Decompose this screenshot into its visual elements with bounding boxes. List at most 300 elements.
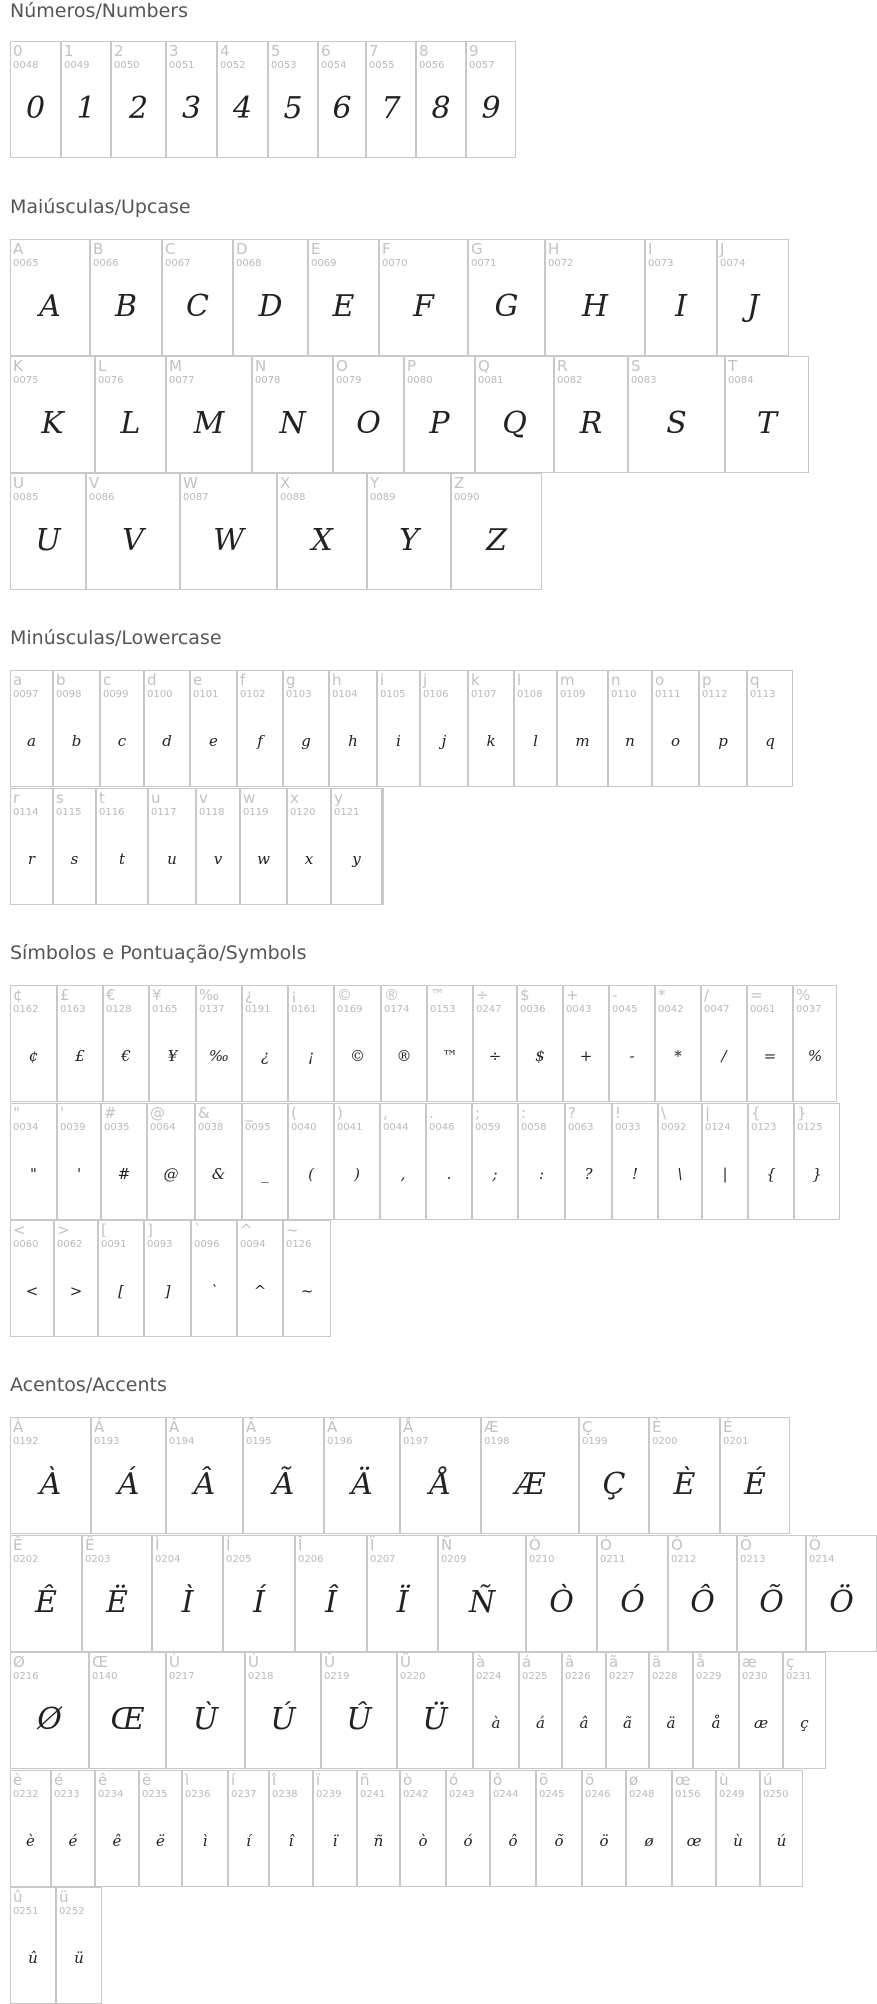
char-cell-upper-o (333, 356, 404, 473)
section-title: Números/Numbers (10, 0, 188, 22)
char-label: q (750, 671, 760, 689)
char-code: 0059 (475, 1122, 501, 1133)
char-code: 0206 (298, 1554, 324, 1565)
char-label: T (728, 357, 738, 375)
char-label: y (334, 789, 343, 807)
char-label: * (658, 986, 666, 1004)
char-cell-0063 (565, 1103, 612, 1220)
glyph-sample: k (486, 732, 496, 750)
glyph-sample: ¥ (167, 1047, 178, 1065)
char-cell-0225 (519, 1652, 562, 1769)
glyph-sample: X (311, 523, 333, 558)
char-cell-0211 (597, 1535, 668, 1652)
glyph-sample: + (579, 1047, 593, 1065)
glyph-sample: 5 (283, 91, 303, 126)
char-code: 0062 (57, 1239, 83, 1250)
glyph-sample: y (352, 850, 361, 868)
char-code: 0197 (403, 1436, 429, 1447)
glyph-sample: è (26, 1832, 35, 1850)
char-code: 0044 (383, 1122, 409, 1133)
char-cell-m (557, 670, 608, 787)
char-label: 2 (114, 42, 124, 60)
glyph-sample: I (675, 289, 687, 324)
char-cell-upper-y (367, 473, 451, 590)
char-label: ] (147, 1221, 153, 1239)
char-cell-i (377, 670, 420, 787)
char-cell-upper-b (90, 239, 162, 356)
char-cell-upper-p (404, 356, 475, 473)
char-cell-0232 (10, 1770, 51, 1887)
char-label: O (336, 357, 348, 375)
char-cell-0194 (166, 1417, 243, 1534)
char-code: 0099 (103, 689, 129, 700)
char-code: 0065 (13, 258, 39, 269)
char-cell-0203 (82, 1535, 152, 1652)
char-label: ä (652, 1653, 662, 1671)
char-label: ¡ (291, 986, 298, 1004)
char-label: Q (478, 357, 490, 375)
char-code: 0225 (522, 1671, 548, 1682)
char-cell-0234 (95, 1770, 139, 1887)
glyph-sample: * (674, 1047, 682, 1065)
glyph-sample: Å (429, 1467, 452, 1502)
char-cell-upper-u (10, 473, 86, 590)
char-cell-0204 (152, 1535, 223, 1652)
char-code: 0202 (13, 1554, 39, 1565)
char-cell-0140 (89, 1652, 166, 1769)
glyph-sample: Æ (514, 1467, 546, 1502)
char-label: ï (316, 1771, 321, 1789)
char-cell-upper-x (277, 473, 367, 590)
char-cell-0037 (793, 985, 837, 1102)
char-cell-0195 (243, 1417, 324, 1534)
glyph-sample: É (744, 1467, 766, 1502)
char-code: 0241 (360, 1789, 386, 1800)
char-label: ® (384, 986, 399, 1004)
char-label: Í (226, 1536, 231, 1554)
char-label: w (243, 789, 256, 807)
glyph-sample: ÷ (488, 1047, 502, 1065)
char-label: È (652, 1418, 662, 1436)
char-label: h (332, 671, 342, 689)
char-code: 0089 (370, 492, 396, 503)
char-code: 0234 (98, 1789, 124, 1800)
char-label: à (476, 1653, 486, 1671)
glyph-sample: > (69, 1282, 83, 1300)
glyph-sample: ñ (373, 1832, 384, 1850)
char-label: B (93, 240, 104, 258)
glyph-sample: % (807, 1047, 823, 1065)
char-cell-upper-k (10, 356, 95, 473)
char-cell-0061 (747, 985, 793, 1102)
glyph-sample: r (27, 850, 36, 868)
char-code: 0087 (183, 492, 209, 503)
char-code: 0237 (231, 1789, 257, 1800)
char-label: Â (169, 1418, 180, 1436)
char-code: 0086 (89, 492, 115, 503)
char-label: è (13, 1771, 23, 1789)
glyph-sample: Ç (602, 1467, 626, 1502)
char-code: 0124 (705, 1122, 731, 1133)
glyph-sample: ^ (253, 1282, 267, 1300)
glyph-sample: Ù (192, 1702, 219, 1737)
char-label: r (13, 789, 20, 807)
char-label: ¿ (245, 986, 253, 1004)
glyph-sample: ] (164, 1282, 171, 1300)
char-cell-0197 (400, 1417, 481, 1534)
char-code: 0109 (560, 689, 586, 700)
glyph-sample: æ (753, 1714, 769, 1732)
glyph-sample: t (118, 850, 126, 868)
char-code: 0121 (334, 807, 360, 818)
char-label: _ (245, 1104, 253, 1122)
char-code: 0125 (797, 1122, 823, 1133)
glyph-sample: a (27, 732, 36, 750)
section-title: Símbolos e Pontuação/Symbols (10, 942, 307, 964)
glyph-sample: i (396, 732, 401, 750)
char-cell-0228 (649, 1652, 693, 1769)
char-label: Ï (370, 1536, 375, 1554)
char-code: 0217 (169, 1671, 195, 1682)
char-label: [ (101, 1221, 107, 1239)
char-code: 0238 (272, 1789, 298, 1800)
char-code: 0058 (521, 1122, 547, 1133)
char-cell-0193 (91, 1417, 166, 1534)
char-label: E (311, 240, 321, 258)
glyph-sample: . (446, 1165, 452, 1183)
glyph-sample: î (288, 1832, 294, 1850)
glyph-sample: ì (202, 1832, 208, 1850)
glyph-sample: Ú (270, 1702, 296, 1737)
glyph-sample: G (494, 289, 519, 324)
glyph-sample: W (213, 523, 244, 558)
glyph-sample: h (348, 732, 358, 750)
char-cell-2 (111, 41, 166, 158)
char-code: 0091 (101, 1239, 127, 1250)
char-code: 0161 (291, 1004, 317, 1015)
char-label: H (548, 240, 560, 258)
char-code: 0061 (750, 1004, 776, 1015)
char-cell-d (144, 670, 190, 787)
char-label: é (54, 1771, 64, 1789)
glyph-sample: D (258, 289, 283, 324)
char-label: ! (615, 1104, 622, 1122)
char-cell-0224 (473, 1652, 519, 1769)
char-code: 0226 (565, 1671, 591, 1682)
glyph-sample: f (257, 732, 263, 750)
glyph-sample: à (491, 1714, 501, 1732)
char-cell-e (190, 670, 237, 787)
char-cell-0042 (655, 985, 701, 1102)
char-code: 0068 (236, 258, 262, 269)
char-code: 0066 (93, 258, 119, 269)
char-label: ™ (430, 986, 445, 1004)
glyph-sample: _ (261, 1165, 269, 1183)
char-label: 0 (13, 42, 23, 60)
char-label: Z (454, 474, 465, 492)
char-code: 0052 (220, 60, 246, 71)
char-label: 9 (469, 42, 479, 60)
char-label: 8 (419, 42, 429, 60)
char-cell-u (148, 788, 196, 905)
char-code: 0110 (611, 689, 637, 700)
char-cell-0165 (149, 985, 196, 1102)
char-cell-0033 (612, 1103, 658, 1220)
char-cell-upper-d (233, 239, 308, 356)
char-code: 0098 (56, 689, 82, 700)
char-label: Y (370, 474, 380, 492)
char-label: ú (763, 1771, 773, 1789)
glyph-sample: ö (599, 1832, 609, 1850)
char-cell-0163 (57, 985, 103, 1102)
char-code: 0232 (13, 1789, 39, 1800)
char-code: 0100 (147, 689, 173, 700)
char-cell-0060 (10, 1220, 54, 1337)
char-code: 0096 (194, 1239, 220, 1250)
char-label: î (272, 1771, 277, 1789)
glyph-sample: £ (75, 1047, 85, 1065)
char-code: 0047 (704, 1004, 730, 1015)
char-label: Æ (484, 1418, 499, 1436)
char-label: K (13, 357, 23, 375)
char-cell-upper-g (468, 239, 545, 356)
char-cell-p (699, 670, 747, 787)
glyph-sample: Ä (351, 1467, 373, 1502)
char-code: 0055 (369, 60, 395, 71)
char-code: 0224 (476, 1671, 502, 1682)
char-label: i (380, 671, 385, 689)
glyph-sample: n (625, 732, 635, 750)
glyph-sample: v (213, 850, 223, 868)
char-cell-k (468, 670, 514, 787)
char-cell-l (514, 670, 557, 787)
char-code: 0043 (566, 1004, 592, 1015)
glyph-sample: C (186, 289, 209, 324)
char-code: 0244 (493, 1789, 519, 1800)
char-label: Ê (13, 1536, 23, 1554)
glyph-sample: È (673, 1467, 696, 1502)
char-label: + (566, 986, 579, 1004)
char-label: P (407, 357, 417, 375)
glyph-sample: P (429, 406, 450, 441)
char-code: 0034 (13, 1122, 39, 1133)
char-label: ^ (240, 1221, 253, 1239)
glyph-sample: " (30, 1165, 37, 1183)
char-cell-0229 (693, 1652, 739, 1769)
char-label: Õ (740, 1536, 752, 1554)
char-cell-o (652, 670, 699, 787)
char-code: 0196 (327, 1436, 353, 1447)
char-cell-w (240, 788, 287, 905)
char-code: 0205 (226, 1554, 252, 1565)
char-cell-0047 (701, 985, 747, 1102)
char-code: 0242 (403, 1789, 429, 1800)
char-cell-0123 (748, 1103, 794, 1220)
char-label: ë (142, 1771, 152, 1789)
glyph-sample: å (711, 1714, 721, 1732)
char-code: 0204 (155, 1554, 181, 1565)
glyph-sample: F (413, 289, 434, 324)
char-cell-0044 (380, 1103, 426, 1220)
glyph-sample: ) (354, 1165, 360, 1183)
char-label: p (702, 671, 712, 689)
char-cell-0045 (609, 985, 655, 1102)
char-cell-0034 (10, 1103, 57, 1220)
glyph-sample: o (670, 732, 681, 750)
char-label: { (751, 1104, 761, 1122)
char-cell-upper-j (717, 239, 789, 356)
char-label: # (104, 1104, 117, 1122)
char-cell-upper-m (166, 356, 252, 473)
glyph-sample: 7 (381, 91, 401, 126)
char-cell-0230 (739, 1652, 783, 1769)
char-cell-upper-f (379, 239, 468, 356)
char-cell-0235 (139, 1770, 182, 1887)
char-cell-0250 (760, 1770, 803, 1887)
char-cell-0125 (794, 1103, 840, 1220)
char-code: 0128 (106, 1004, 132, 1015)
glyph-sample: ü (74, 1949, 84, 1967)
char-code: 0039 (60, 1122, 86, 1133)
char-cell-0210 (526, 1535, 597, 1652)
char-cell-0220 (397, 1652, 473, 1769)
glyph-sample: á (536, 1714, 545, 1732)
glyph-sample: 3 (181, 91, 202, 126)
char-code: 0165 (152, 1004, 178, 1015)
char-code: 0137 (199, 1004, 225, 1015)
char-code: 0163 (60, 1004, 86, 1015)
char-label: . (429, 1104, 434, 1122)
char-cell-6 (318, 41, 366, 158)
char-cell-upper-r (554, 356, 628, 473)
char-label: æ (742, 1653, 757, 1671)
char-label: M (169, 357, 182, 375)
glyph-sample: ç (800, 1714, 809, 1732)
glyph-sample: ( (308, 1165, 314, 1183)
char-label: \ (661, 1104, 667, 1122)
char-cell-0041 (334, 1103, 380, 1220)
char-cell-4 (217, 41, 268, 158)
char-label: = (750, 986, 763, 1004)
char-cell-0040 (288, 1103, 334, 1220)
char-label: € (106, 986, 116, 1004)
char-cell-0094 (237, 1220, 283, 1337)
char-code: 0093 (147, 1239, 173, 1250)
char-code: 0212 (671, 1554, 697, 1565)
glyph-sample: B (114, 289, 138, 324)
char-label: ÷ (476, 986, 489, 1004)
glyph-sample: # (117, 1165, 131, 1183)
char-code: 0112 (702, 689, 728, 700)
char-code: 0102 (240, 689, 266, 700)
glyph-sample: Ï (396, 1585, 409, 1620)
char-code: 0118 (199, 807, 225, 818)
char-label: ¢ (13, 986, 23, 1004)
glyph-sample: L (120, 406, 141, 441)
char-cell-0242 (400, 1770, 446, 1887)
char-label: e (193, 671, 203, 689)
char-code: 0046 (429, 1122, 455, 1133)
char-cell-0252 (56, 1887, 102, 2004)
glyph-sample: V (122, 523, 144, 558)
char-cell-q (747, 670, 793, 787)
char-label: ã (609, 1653, 619, 1671)
char-cell-1 (61, 41, 111, 158)
glyph-sample: Â (193, 1467, 216, 1502)
char-code: 0117 (151, 807, 177, 818)
glyph-sample: 4 (232, 91, 253, 126)
glyph-sample: ô (508, 1832, 518, 1850)
char-code: 0229 (696, 1671, 722, 1682)
char-cell-0213 (737, 1535, 806, 1652)
char-label: m (560, 671, 575, 689)
char-code: 0049 (64, 60, 90, 71)
glyph-sample: < (25, 1282, 39, 1300)
char-code: 0251 (13, 1906, 39, 1917)
char-label: & (198, 1104, 210, 1122)
char-code: 0162 (13, 1004, 39, 1015)
char-code: 0198 (484, 1436, 510, 1447)
char-code: 0193 (94, 1436, 120, 1447)
char-cell-z (382, 788, 384, 905)
glyph-sample: Á (117, 1467, 140, 1502)
char-code: 0106 (423, 689, 449, 700)
char-code: 0243 (449, 1789, 475, 1800)
char-label: I (648, 240, 653, 258)
char-label: j (423, 671, 428, 689)
char-code: 0071 (471, 258, 497, 269)
char-label: å (696, 1653, 706, 1671)
char-label: Á (94, 1418, 105, 1436)
char-code: 0069 (311, 258, 337, 269)
char-cell-0236 (182, 1770, 228, 1887)
char-label: g (286, 671, 296, 689)
char-label: Û (324, 1653, 335, 1671)
glyph-sample: ò (418, 1832, 428, 1850)
char-cell-0219 (321, 1652, 397, 1769)
char-cell-0062 (54, 1220, 98, 1337)
char-code: 0248 (629, 1789, 655, 1800)
char-code: 0252 (59, 1906, 85, 1917)
char-label: ç (786, 1653, 795, 1671)
glyph-sample: Ö (829, 1585, 854, 1620)
char-code: 0078 (255, 375, 281, 386)
char-cell-0059 (472, 1103, 518, 1220)
glyph-sample: O (356, 406, 381, 441)
char-label: Ò (529, 1536, 541, 1554)
char-cell-0039 (57, 1103, 101, 1220)
glyph-sample: Ë (106, 1585, 128, 1620)
char-code: 0216 (13, 1671, 39, 1682)
char-label: ñ (360, 1771, 370, 1789)
char-cell-0206 (295, 1535, 367, 1652)
char-cell-t (96, 788, 148, 905)
section-title: Acentos/Accents (10, 1374, 167, 1396)
glyph-sample: û (28, 1949, 38, 1967)
char-code: 0209 (441, 1554, 467, 1565)
char-code: 0097 (13, 689, 39, 700)
char-label: Ö (809, 1536, 821, 1554)
char-code: 0057 (469, 60, 495, 71)
char-label: v (199, 789, 208, 807)
glyph-sample: 2 (128, 91, 149, 126)
char-label: G (471, 240, 483, 258)
char-cell-7 (366, 41, 416, 158)
char-cell-0231 (783, 1652, 826, 1769)
char-code: 0033 (615, 1122, 641, 1133)
char-code: 0210 (529, 1554, 555, 1565)
glyph-sample: | (722, 1165, 728, 1183)
